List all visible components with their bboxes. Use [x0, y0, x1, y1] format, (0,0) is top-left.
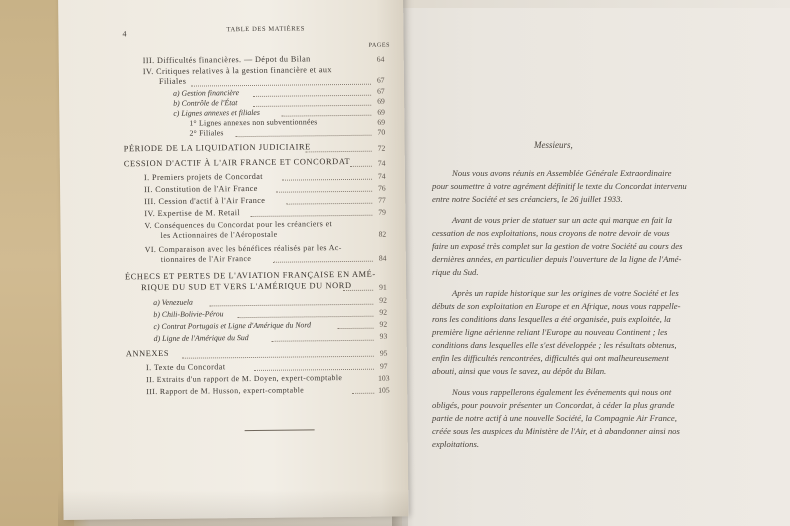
leader-dots	[343, 289, 373, 291]
toc-page: 64	[376, 54, 385, 64]
leader-dots	[306, 150, 372, 153]
toc-entry: les Actionnaires de l'Aéropostale	[160, 229, 278, 240]
paragraph-line: partie de notre actif à une nouvelle Société, la Compagnie Air France,	[432, 413, 677, 423]
toc-entry: IV. Critiques relatives à la gestion financière et aux	[142, 65, 332, 77]
toc-page: 74	[377, 171, 386, 181]
leader-dots	[250, 214, 372, 217]
toc-page: 72	[377, 143, 386, 153]
toc-page: 92	[379, 307, 388, 317]
leader-dots	[281, 114, 371, 117]
toc-heading: CESSION D'ACTIF À L'AIR FRANCE ET CONCORDAT	[123, 156, 351, 169]
toc-page: 74	[377, 158, 386, 168]
paragraph-line: Après un rapide historique sur les origines de votre Société et les	[452, 288, 679, 298]
toc-entry: V. Conséquences du Concordat pour les créanciers et	[144, 219, 333, 231]
leader-dots	[254, 368, 374, 371]
leader-dots	[182, 355, 374, 359]
toc-page: 84	[378, 253, 387, 263]
leader-dots	[286, 202, 372, 205]
leader-dots	[273, 260, 373, 263]
toc-page: 82	[378, 229, 387, 239]
toc-page: 79	[378, 207, 386, 217]
toc-entry: a) Gestion financière	[173, 88, 240, 98]
toc-entry: I. Texte du Concordat	[145, 362, 226, 373]
toc-entry: III. Cession d'actif à l'Air France	[144, 195, 266, 207]
pages-label: PAGES	[368, 42, 391, 49]
paragraph-line: dernières années, en particulier depuis l'ouverture de la ligne de l'Amé-	[432, 254, 682, 264]
paragraph-line: Nous vous avons réunis en Assemblée Générale Extraordinaire	[452, 168, 672, 178]
toc-entry: II. Extraits d'un rapport de M. Doyen, expert-comptable	[146, 373, 343, 385]
paragraph-line: rique du Sud.	[432, 267, 479, 277]
closing-rule	[245, 429, 315, 431]
left-page	[58, 0, 409, 520]
toc-entry: Filiales	[158, 76, 187, 86]
leader-dots	[276, 190, 372, 193]
toc-page: 70	[377, 127, 386, 137]
paragraph-line: débuts de son exploitation en Europe et en Afrique, nous vous rappelle-	[432, 301, 681, 311]
toc-heading: RIQUE DU SUD ET VERS L'AMÉRIQUE DU NORD	[141, 280, 352, 293]
toc-entry: b) Contrôle de l'État	[173, 98, 238, 108]
toc-page: 95	[379, 348, 388, 358]
toc-entry: b) Chili-Bolivie-Pérou	[153, 309, 224, 320]
paragraph-line: pour soumettre à votre agrément définitif le texte du Concordat intervenu	[432, 181, 687, 191]
toc-page: 103	[378, 373, 390, 383]
leader-dots	[253, 104, 371, 107]
paragraph-line: Nous vous rappellerons également les événements qui nous ont	[452, 387, 672, 397]
toc-entry: c) Lignes annexes et filiales	[173, 107, 260, 118]
toc-page: 69	[377, 96, 385, 106]
toc-page: 67	[377, 86, 385, 96]
toc-entry: VI. Comparaison avec les bénéfices réalisés par les Ac-	[144, 243, 342, 255]
toc-entry: I. Premiers projets de Concordat	[143, 171, 263, 183]
toc-page: 93	[379, 331, 388, 341]
toc-heading: ANNEXES	[125, 348, 170, 359]
toc-page: 76	[378, 183, 386, 193]
paragraph-line: conditions dans lesquelles elle s'est développée ; les résultats obtenus,	[432, 340, 677, 350]
toc-entry: IV. Expertise de M. Retail	[144, 208, 241, 219]
paragraph-line: abouti, ainsi que vous le savez, au dépôt du Bilan.	[432, 366, 607, 376]
toc-entry: tionnaires de l'Air France	[160, 253, 252, 264]
paragraph-line: rons les conditions dans lesquelles a été organisée, puis exploitée, la	[432, 314, 671, 324]
paragraph-line: obligés, pour pouvoir présenter un Concordat, à céder la plus grande	[432, 400, 675, 410]
paragraph-line: Avant de vous prier de statuer sur un acte qui marque en fait la	[452, 215, 672, 225]
toc-entry: d) Ligne de l'Amérique du Sud	[153, 333, 249, 344]
toc-page: 91	[379, 282, 387, 292]
leader-dots	[209, 303, 373, 307]
toc-entry: 1° Lignes annexes non subventionnées	[189, 117, 318, 128]
page-number: 4	[122, 29, 128, 39]
leader-dots	[236, 134, 372, 137]
leader-dots	[338, 327, 374, 329]
toc-page: 77	[378, 195, 386, 205]
toc-entry: II. Constitution de l'Air France	[144, 183, 258, 195]
toc-heading: ÉCHECS ET PERTES DE L'AVIATION FRANÇAISE EN AMÉ-	[124, 269, 376, 282]
running-head: TABLE DES MATIÈRES	[226, 25, 305, 34]
toc-entry: c) Contrat Portugais et Ligne d'Amérique du Nord	[153, 320, 312, 332]
paragraph-line: première ligne aérienne reliant l'Europe au nouveau Continent ; les	[432, 327, 668, 337]
toc-entry: 2° Filiales	[189, 128, 224, 138]
toc-page: 105	[378, 385, 390, 395]
paragraph-line: exploitations.	[432, 439, 480, 449]
leader-dots	[237, 315, 373, 318]
paragraph-line: créée sous les auspices du Ministère de l'Air, et à abandonner ainsi nos	[432, 426, 680, 436]
paragraph-line: enfin les difficultés rencontrées, difficultés qui ont malheureusement	[432, 353, 669, 363]
toc-page: 92	[379, 295, 387, 305]
paragraph-line: entre notre Société et ses créanciers, le 26 juillet 1933.	[432, 194, 623, 204]
leader-dots	[272, 339, 374, 342]
toc-page: 67	[376, 75, 385, 85]
toc-heading: PÉRIODE DE LA LIQUIDATION JUDICIAIRE	[123, 142, 311, 154]
toc-page: 92	[379, 319, 388, 329]
leader-dots	[352, 392, 374, 394]
leader-dots	[350, 165, 372, 167]
toc-page: 69	[377, 107, 385, 117]
page-shadow	[58, 490, 408, 526]
toc-entry: a) Venezuela	[153, 297, 193, 308]
paragraph-line: cessation de nos exploitations, nous croyons de notre devoir de vous	[432, 228, 670, 238]
leader-dots	[253, 94, 371, 97]
salutation: Messieurs,	[534, 140, 573, 150]
paragraph-line: faire un exposé très complet sur la gestion de votre Société au cours des	[432, 241, 683, 251]
toc-page: 69	[377, 117, 386, 127]
leader-dots	[191, 83, 371, 87]
toc-page: 97	[379, 361, 388, 371]
toc-entry: III. Difficultés financières. — Dépot du Bilan	[142, 54, 311, 66]
toc-entry: III. Rapport de M. Husson, expert-comptable	[146, 385, 305, 397]
leader-dots	[282, 178, 372, 181]
